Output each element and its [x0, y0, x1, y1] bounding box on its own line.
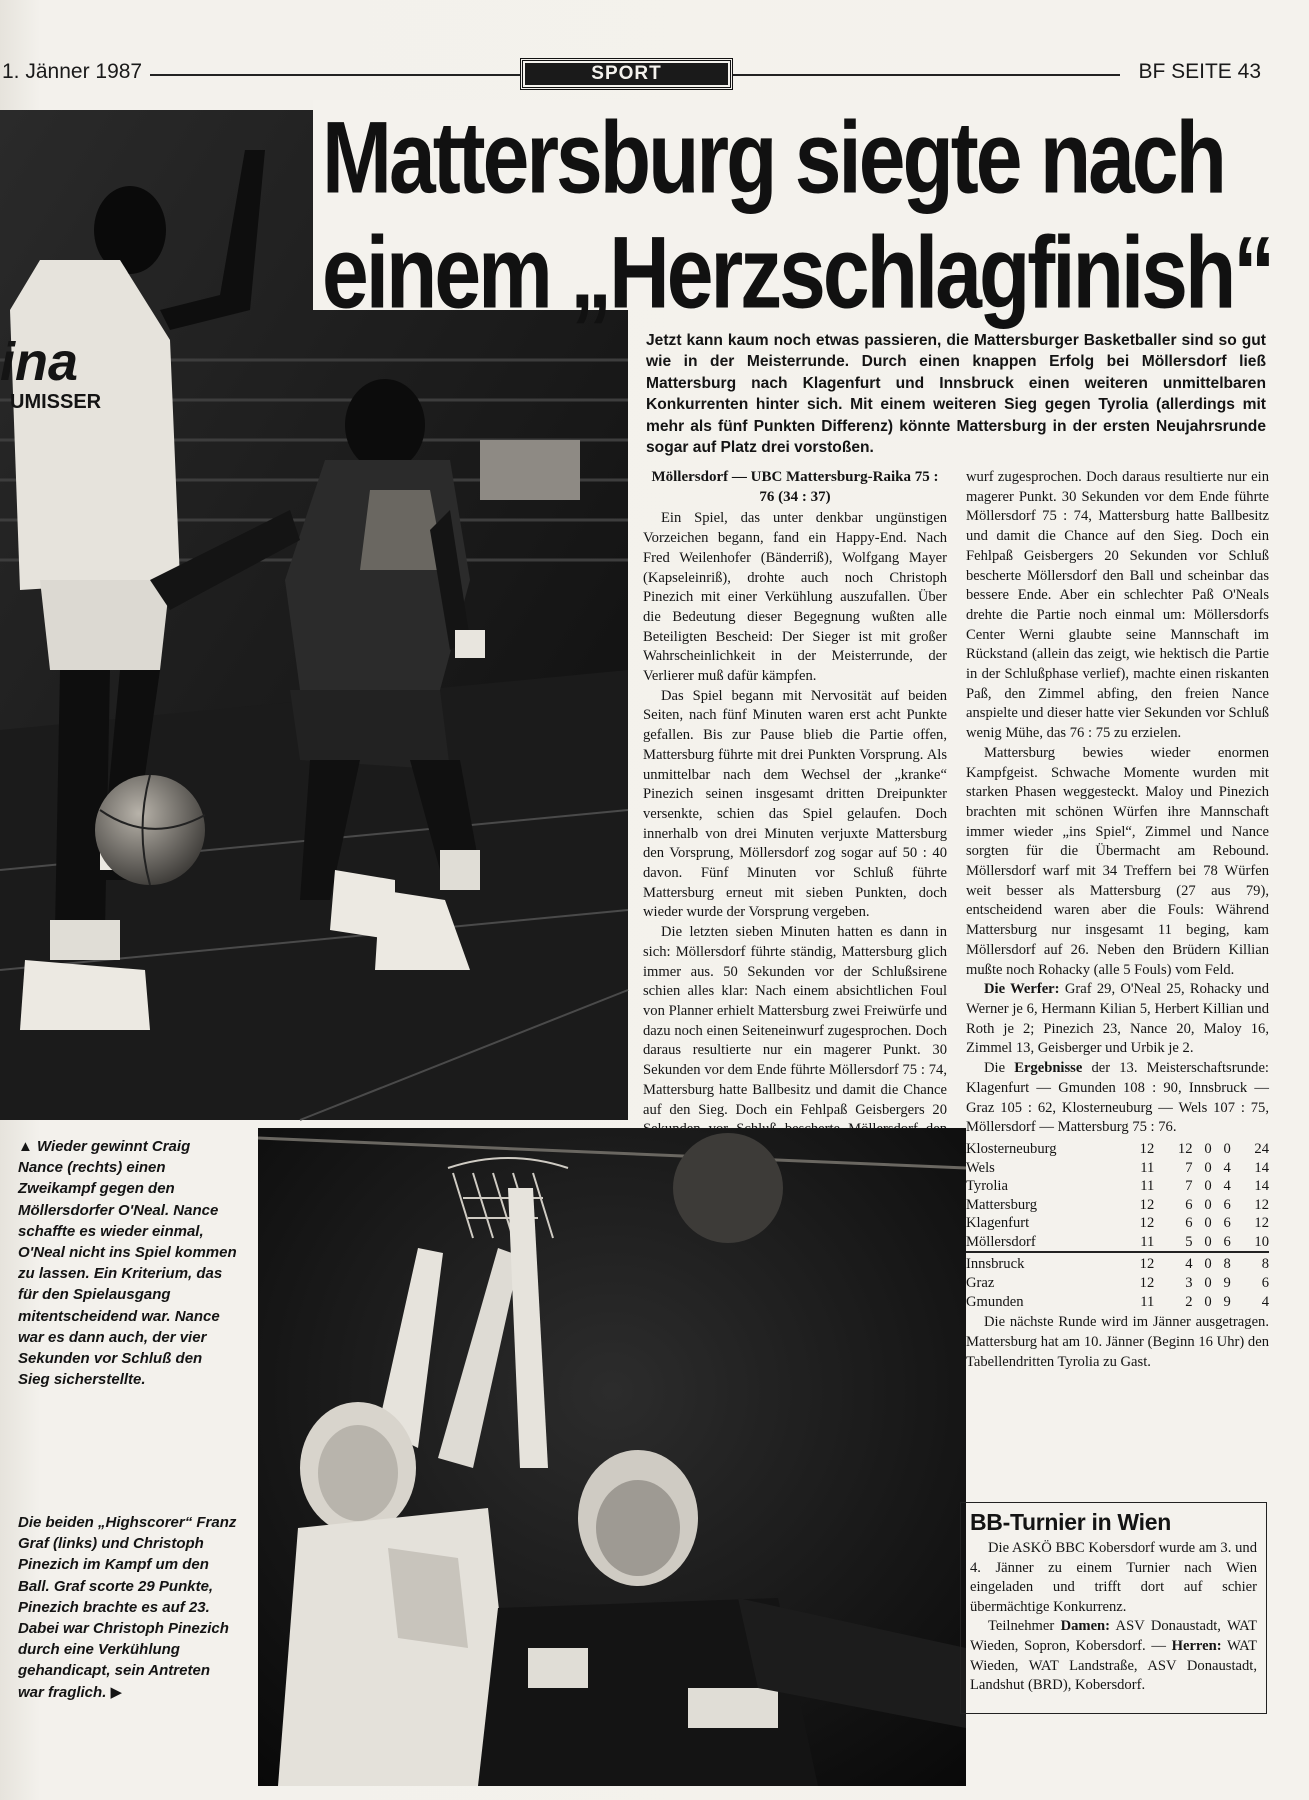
article-paragraph-3: Die letzten sieben Minuten hatten es dann in sich: Möllersdorf führte ständig, Mattersburg glich immer aus. 50 Sekunden vor der Schlußsirene schien alles klar: Nach einem absichtlichen Foul von Planner erhielt Mattersburg zwei Freiwürfe und dazu noch einen Seiteneinwurf zugesprochen. Doch daraus resultierte nur ein magerer Punkt. 30 Sekunden vor dem Ende führte Möllersdorf 75 : 74, Mattersburg hatte Ballbesitz und damit die Chance auf den Sieg. Doch ein Fehlpaß Geisbergers 20: [643, 924, 947, 1118]
standings-cell-l: 6: [1223, 1196, 1231, 1213]
standings-row: [966, 1159, 1269, 1178]
header-rule-right: [733, 74, 1120, 76]
article-paragraph-next-round: Die nächste Runde wird im Jänner ausgetragen. Mattersburg hat am 10. Jänner (Beginn 16 Uhr) den Tabellendritten Tyrolia zu Gast.: [966, 1314, 1269, 1370]
standings-cell-g: 12: [1139, 1140, 1155, 1157]
standings-cell-pts: 8: [1231, 1252, 1269, 1274]
section-label-text: SPORT: [525, 63, 728, 85]
match-result-subhead: Möllersdorf — UBC Mattersburg-Raika 75 : 76 (34 : 37): [651, 469, 939, 505]
standings-cell-g: 11: [1140, 1293, 1155, 1310]
standings-cell-team: Gmunden: [966, 1293, 1024, 1310]
standings-cell-w: 6: [1185, 1196, 1193, 1213]
standings-cell-team: Wels: [966, 1159, 995, 1176]
jersey-text-1: ina: [0, 332, 79, 392]
standings-cell-team: Mattersburg: [966, 1196, 1038, 1213]
page-number: BF SEITE 43: [1138, 60, 1261, 83]
standings-cell-pts: 12: [1254, 1196, 1269, 1213]
standings-row: [966, 1214, 1269, 1233]
standings-cell-team: Innsbruck: [966, 1252, 1116, 1274]
standings-cell-d: 0: [1204, 1196, 1212, 1213]
headline-line-2: einem „Herzschlagfinish“: [322, 214, 1273, 330]
section-label: [520, 58, 733, 90]
box-p2-mid: ASV Donaustadt, WAT Wieden, Sopron, Kobersdorf. —: [970, 1618, 1257, 1654]
results-pre: Die: [984, 1060, 1015, 1077]
standings-row: [966, 1196, 1269, 1215]
standings-cell-w: 3: [1185, 1275, 1193, 1292]
standings-cell-d: 0: [1204, 1275, 1212, 1292]
standings-row: [966, 1233, 1269, 1253]
standings-row: [966, 1140, 1269, 1159]
caption-photo-1: ▲ Wieder gewinnt Craig Nance (rechts) einen Zweikampf gegen den Möllersdorfer O'Neal. Nance schaffte es wieder einmal, O'Neal nicht ins Spiel kommen zu lassen. Ein Kriterium, das für den Spielausgang mitentscheidend war. Nance war es dann auch, der vier Sekunden vor Schluß den Sieg sicherstellte.: [18, 1138, 237, 1389]
standings-cell-l: 6: [1223, 1215, 1231, 1232]
standings-cell-d: 0: [1204, 1178, 1212, 1195]
standings-cell-d: 0: [1204, 1233, 1212, 1250]
article-paragraph-2: Das Spiel begann mit Nervosität auf beiden Seiten, nach fünf Minuten waren erst acht Punkte gefallen. Bis zur Pause blieb die Partie offen, Mattersburg führte mit drei Punkten Vorsprung. Als unmittelbar nach dem Wechsel der „kranke“ Pinezich seinen insgesamt dritten Dreipunkter versenkte, schien das Spiel gelaufen. Doch innerhalb von drei Minuten verjuxte Mattersburg den Vorsprung, Möllersdorf zog sogar auf 50 : 40 davon. Fünf Minuten vor Schluß führte Mattersburg erneut mit sieben Punkten, doch wieder wurde der Vorsprung vergeben.: [643, 687, 947, 921]
page-header: [0, 58, 1309, 92]
league-standings-table: [966, 1140, 1269, 1311]
header-rule-left: [150, 74, 520, 76]
standings-cell-l: 9: [1223, 1275, 1231, 1292]
article-paragraph-4: Mattersburg bewies wieder enormen Kampfgeist. Schwache Momente wurden mit starken Phasen weggesteckt. Maloy und Pinezich brachten mit schönen Würfen ihre Mannschaft immer wieder „ins Spiel“, Zimmel und Nance sorgten für die Übermacht am Rebound. Möllersdorf warf mit 34 Treffern bei 78 Würfen weit besser als Mattersburg (27 aus 79), entscheidend waren aber die Fouls: Während Mattersburg nur insgesamt 11 beging, kam Möllersdorf auf 26. Neben den Brüdern Killian mußte noch Rohacky (alle 5 Fouls) vom Feld.: [966, 744, 1269, 978]
standings-cell-g: 11: [1140, 1233, 1155, 1250]
standings-cell-l: 0: [1223, 1140, 1231, 1157]
standings-cell-d: 0: [1204, 1140, 1212, 1157]
article-paragraph-1: Ein Spiel, das unter denkbar ungünstigen Vorzeichen begann, fand ein Happy-End. Nach Fred Weilenhofer (Bänderriß), Wolfgang Mayer (Kapseleinriß), drohte auch noch Christoph Pinezich mit einer Verkühlung auszufallen. Über die Bedeutung dieser Begegnung wußten alle Beteiligten Bescheid: Der Sieger ist mit großer Wahrscheinlichkeit in der Meisterrunde, der Verlierer muß dafür kämpfen.: [643, 510, 947, 685]
box-title: BB-Turnier in Wien: [970, 1509, 1171, 1535]
standings-cell-pts: 14: [1254, 1178, 1269, 1195]
standings-cell-d: 0: [1193, 1252, 1212, 1274]
standings-cell-pts: 24: [1254, 1140, 1269, 1157]
jersey-text-2: UMISSER: [10, 391, 102, 413]
scorers-text: Graf 29, O'Neal 25, Rohacky und Werner je 6, Hermann Kilian 5, Herbert Killian und Roth je 2; Pinezich 23, Nance 20, Maloy 16, Zimmel 13, Geisberger und Urbik je 2.: [966, 981, 1269, 1057]
standings-cell-w: 7: [1185, 1159, 1193, 1176]
standings-cell-g: 11: [1140, 1178, 1155, 1195]
standings-row: [966, 1274, 1269, 1293]
standings-cell-team: Tyrolia: [966, 1178, 1008, 1195]
standings-cell-pts: 12: [1254, 1215, 1269, 1232]
standings-cell-pts: 6: [1261, 1275, 1269, 1292]
standings-cell-d: 0: [1204, 1215, 1212, 1232]
article-paragraph-scorers: [966, 980, 1269, 1059]
standings-cell-team: Klagenfurt: [966, 1215, 1030, 1232]
lead-paragraph: Jetzt kann kaum noch etwas passieren, die Mattersburger Basketballer sind so gut wie in der Meisterrunde. Durch einen knappen Erfolg bei Möllersdorf ließ Mattersburg nach Klagenfurt und Innsbruck einen weiteren unmittelbaren Konkurrenten hinter sich. Mit einem weiteren Sieg gegen Tyrolia (allerdings mit mehr als fünf Punkten Differenz) könnte Mattersburg in der ersten Neujahrsrunde sogar auf Platz drei vorstoßen.: [646, 332, 1266, 457]
box-p2-pre: Teilnehmer: [988, 1618, 1061, 1635]
photo-graf-pinezich-image: [258, 1128, 966, 1786]
standings-cell-team: Klosterneuburg: [966, 1140, 1057, 1157]
standings-cell-pts: 14: [1254, 1159, 1269, 1176]
standings-cell-l: 4: [1223, 1159, 1231, 1176]
sidebar-box-tournament: [960, 1502, 1267, 1714]
standings-cell-w: 6: [1185, 1215, 1193, 1232]
results-label: Ergebnisse: [1014, 1060, 1083, 1077]
headline: [322, 100, 1272, 329]
standings-cell-g: 12: [1139, 1196, 1155, 1213]
headline-line-1: Mattersburg siegte nach: [322, 100, 1224, 215]
scorers-label: Die Werfer:: [984, 981, 1060, 998]
standings-cell-g: 12: [1116, 1252, 1154, 1274]
article-column-2: [966, 468, 1269, 1372]
standings-cell-pts: 4: [1261, 1293, 1269, 1310]
article-column-1: [643, 468, 947, 1118]
standings-cell-w: 4: [1154, 1252, 1192, 1274]
box-paragraph-1: Die ASKÖ BBC Kobersdorf wurde am 3. und 4. Jänner zu einem Turnier nach Wien eingeladen und trifft dort auf schier übermächtige Konkurrenz.: [970, 1540, 1257, 1615]
standings-cell-w: 7: [1185, 1178, 1193, 1195]
box-label-herren: Herren:: [1171, 1637, 1222, 1654]
box-p2-post: WAT Wieden, WAT Landstraße, ASV Donaustadt, Landshut (BRD), Kobersdorf.: [970, 1637, 1257, 1694]
standings-cell-w: 5: [1185, 1233, 1193, 1250]
standings-cell-l: 9: [1223, 1293, 1231, 1310]
results-text: der 13. Meisterschaftsrunde: Klagenfurt — Gmunden 108 : 90, Innsbruck — Graz 105 : 62, Klosterneuburg — Wels 107 : 75, Möllersdorf — Mattersburg 75 : 76.: [966, 1060, 1269, 1136]
caption-photo-2: Die beiden „Highscorer“ Franz Graf (links) und Christoph Pinezich im Kampf um den Ball. Graf scorte 29 Punkte, Pinezich brachte es auf 23. Dabei war Christoph Pinezich durch eine Verkühlung gehandicapt, sein Antreten war fraglich. ▶: [18, 1514, 237, 1701]
box-label-damen: Damen:: [1060, 1618, 1111, 1635]
standings-cell-g: 11: [1140, 1159, 1155, 1176]
standings-cell-g: 12: [1139, 1215, 1155, 1232]
standings-cell-pts: 10: [1254, 1233, 1269, 1250]
standings-cell-l: 6: [1223, 1233, 1231, 1250]
issue-date: 1. Jänner 1987: [2, 60, 143, 83]
standings-cell-l: 8: [1212, 1252, 1231, 1274]
standings-cell-l: 4: [1223, 1178, 1231, 1195]
standings-cell-g: 12: [1139, 1275, 1155, 1292]
standings-cell-team: Graz: [966, 1275, 995, 1292]
article-paragraph-results: [966, 1059, 1269, 1138]
standings-cell-w: 2: [1185, 1293, 1193, 1310]
standings-cell-d: 0: [1204, 1159, 1212, 1176]
standings-row: [966, 1177, 1269, 1196]
photo-graf-pinezich: [258, 1128, 966, 1786]
standings-row: [966, 1293, 1269, 1312]
standings-row: [966, 1252, 1269, 1274]
standings-cell-d: 0: [1204, 1293, 1212, 1310]
standings-cell-team: Möllersdorf: [966, 1233, 1036, 1250]
article-paragraph-3-continued: wurf zugesprochen. Doch daraus resultierte nur ein magerer Punkt. 30 Sekunden vor dem Ende führte Möllersdorf 75 : 74, Mattersburg hatte Ballbesitz und damit die Chance auf den Sieg. Doch ein Fehlpaß Geisbergers 20 Sekunden vor Schluß bescherte Möllersdorf den Ball und scheinbar das bessere Ende. Aber ein schlechter Paß O'Neals drehte die Partie noch einmal um: Möllersdorfs Center Werni glaubte seine Mannschaft im Rückstand (allein das zeigt, wie hektisch die Partie in der Schlußphase verlief), machte einen riskanten Paß, den Zimmel abfing, den freien Nance anspielte und dieser hatte vier Sekunden vor Schluß wenig Mühe, das 76 : 75 zu erzielen.: [966, 469, 1269, 742]
standings-cell-w: 12: [1177, 1140, 1193, 1157]
box-paragraph-2: [970, 1617, 1257, 1695]
